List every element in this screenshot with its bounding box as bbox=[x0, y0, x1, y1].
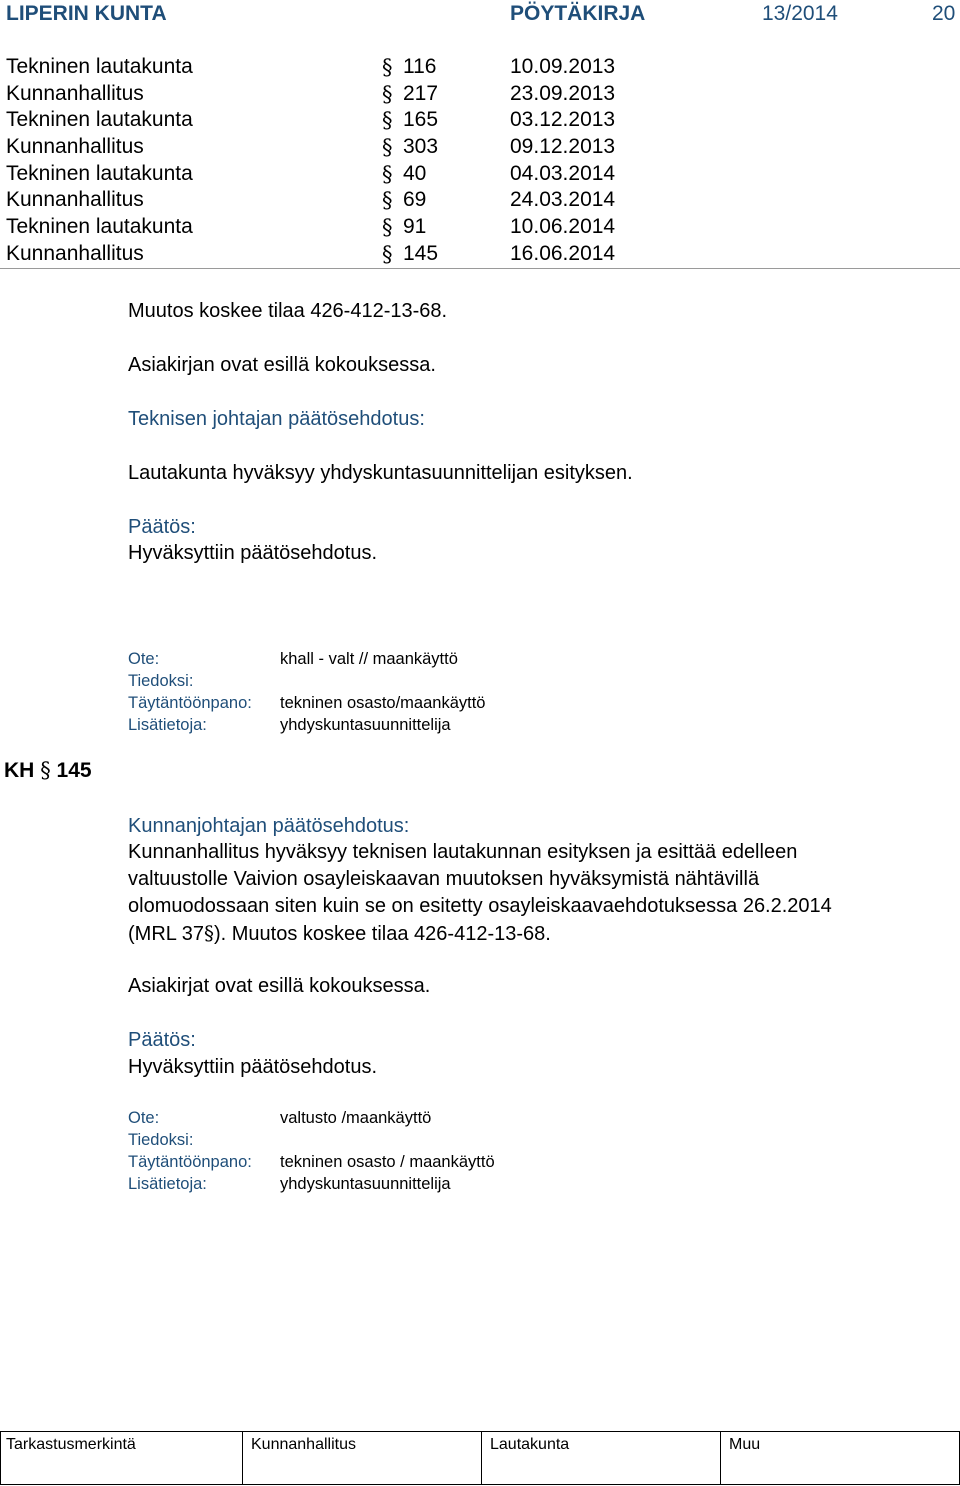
taytantoonpano-label: Täytäntöönpano: bbox=[128, 694, 252, 712]
history-row bbox=[0, 81, 960, 108]
table-divider bbox=[242, 1432, 243, 1484]
kh-section-label bbox=[4, 758, 92, 783]
kh-proposal-line bbox=[128, 920, 551, 948]
kh-decision-text: Hyväksyttiin päätösehdotus. bbox=[128, 1056, 378, 1078]
kh-proposal-last-suffix: ). Muutos koskee tilaa 426-412-13-68. bbox=[213, 923, 551, 945]
kh-prefix: KH bbox=[4, 759, 35, 782]
ote-value: khall - valt // maankäyttö bbox=[280, 650, 458, 668]
history-date: 10.09.2013 bbox=[510, 55, 616, 78]
section-icon: § bbox=[40, 758, 51, 782]
section-icon: § bbox=[382, 215, 393, 240]
ote-value: valtusto /maankäyttö bbox=[280, 1109, 432, 1127]
document-type: PÖYTÄKIRJA bbox=[510, 2, 646, 25]
kh-proposal-line: olomuodossaan siten kuin se on esitetty osayleiskaavaehdotuksessa 26.2.2014 bbox=[128, 895, 832, 917]
decision-heading: Päätös: bbox=[128, 516, 196, 538]
section-icon: § bbox=[382, 135, 393, 160]
taytantoonpano-value: tekninen osasto/maankäyttö bbox=[280, 694, 486, 712]
ote-label: Ote: bbox=[128, 1109, 160, 1127]
change-note: Muutos koskee tilaa 426-412-13-68. bbox=[128, 300, 448, 322]
lisatietoja-value: yhdyskuntasuunnittelija bbox=[280, 1175, 451, 1193]
ote-label: Ote: bbox=[128, 650, 160, 668]
kh-proposal-last-prefix: (MRL 37 bbox=[128, 923, 204, 945]
history-row bbox=[0, 161, 960, 188]
taytantoonpano-label: Täytäntöönpano: bbox=[128, 1153, 252, 1171]
history-date: 24.03.2014 bbox=[510, 188, 616, 212]
section-icon: § bbox=[382, 81, 393, 106]
history-row bbox=[0, 187, 960, 214]
issue-number: 13/2014 bbox=[762, 2, 838, 25]
board-column: Kunnanhallitus bbox=[251, 1436, 356, 1453]
kh-documents-note: Asiakirjat ovat esillä kokouksessa. bbox=[128, 975, 431, 997]
history-divider bbox=[0, 268, 960, 269]
documents-note: Asiakirjan ovat esillä kokouksessa. bbox=[128, 354, 436, 376]
section-icon: § bbox=[382, 188, 393, 213]
lisatietoja-label: Lisätietoja: bbox=[128, 716, 207, 734]
history-row bbox=[0, 54, 960, 81]
history-body: Kunnanhallitus bbox=[6, 241, 144, 265]
history-date: 16.06.2014 bbox=[510, 241, 616, 265]
table-divider bbox=[481, 1432, 482, 1484]
lisatietoja-label: Lisätietoja: bbox=[128, 1175, 207, 1193]
section-icon: § bbox=[203, 921, 214, 945]
taytantoonpano-value: tekninen osasto / maankäyttö bbox=[280, 1153, 495, 1171]
tiedoksi-label: Tiedoksi: bbox=[128, 1131, 194, 1149]
history-section: 165 bbox=[403, 108, 439, 132]
section-icon: § bbox=[382, 161, 393, 186]
proposal-heading: Teknisen johtajan päätösehdotus: bbox=[128, 408, 425, 430]
verification-table bbox=[0, 1431, 960, 1485]
history-date: 04.03.2014 bbox=[510, 161, 616, 185]
other-column: Muu bbox=[729, 1436, 761, 1453]
history-date: 09.12.2013 bbox=[510, 135, 616, 159]
organization-name: LIPERIN KUNTA bbox=[6, 2, 167, 25]
history-section: 69 bbox=[403, 188, 427, 212]
history-body: Tekninen lautakunta bbox=[6, 215, 193, 239]
page-number: 20 bbox=[932, 2, 956, 25]
section-icon: § bbox=[382, 55, 393, 79]
history-row bbox=[0, 241, 960, 268]
history-section: 40 bbox=[403, 161, 427, 185]
history-section: 145 bbox=[403, 241, 439, 265]
lisatietoja-value: yhdyskuntasuunnittelija bbox=[280, 716, 451, 734]
tiedoksi-label: Tiedoksi: bbox=[128, 672, 194, 690]
section-icon: § bbox=[382, 241, 393, 266]
kh-proposal-line: Kunnanhallitus hyväksyy teknisen lautakunnan esityksen ja esittää edelleen bbox=[128, 841, 798, 863]
kh-proposal-line: valtuustolle Vaivion osayleiskaavan muutoksen hyväksymistä nähtävillä bbox=[128, 868, 760, 890]
decision-text: Hyväksyttiin päätösehdotus. bbox=[128, 542, 378, 564]
history-section: 217 bbox=[403, 81, 439, 105]
table-divider bbox=[720, 1432, 721, 1484]
history-body: Tekninen lautakunta bbox=[6, 108, 193, 132]
history-row bbox=[0, 107, 960, 134]
history-row bbox=[0, 214, 960, 241]
kh-distribution-block bbox=[128, 1107, 495, 1195]
committee-column: Lautakunta bbox=[490, 1436, 570, 1453]
history-body: Tekninen lautakunta bbox=[6, 161, 193, 185]
processing-history bbox=[0, 54, 960, 268]
history-body: Kunnanhallitus bbox=[6, 81, 144, 105]
history-date: 03.12.2013 bbox=[510, 108, 616, 132]
history-body: Kunnanhallitus bbox=[6, 188, 144, 212]
history-date: 10.06.2014 bbox=[510, 215, 616, 239]
history-body: Tekninen lautakunta bbox=[6, 55, 193, 78]
verification-label: Tarkastusmerkintä bbox=[6, 1436, 136, 1453]
history-section: 303 bbox=[403, 135, 439, 159]
history-section: 91 bbox=[403, 215, 427, 239]
section-icon: § bbox=[382, 108, 393, 133]
history-date: 23.09.2013 bbox=[510, 81, 616, 105]
history-section: 116 bbox=[403, 55, 437, 78]
history-row bbox=[0, 134, 960, 161]
proposal-text: Lautakunta hyväksyy yhdyskuntasuunnittelijan esityksen. bbox=[128, 462, 633, 484]
history-body: Kunnanhallitus bbox=[6, 135, 144, 159]
distribution-block bbox=[128, 648, 486, 736]
kh-decision-heading: Päätös: bbox=[128, 1029, 196, 1051]
kh-number: 145 bbox=[56, 759, 92, 782]
kh-proposal-heading: Kunnanjohtajan päätösehdotus: bbox=[128, 815, 410, 837]
